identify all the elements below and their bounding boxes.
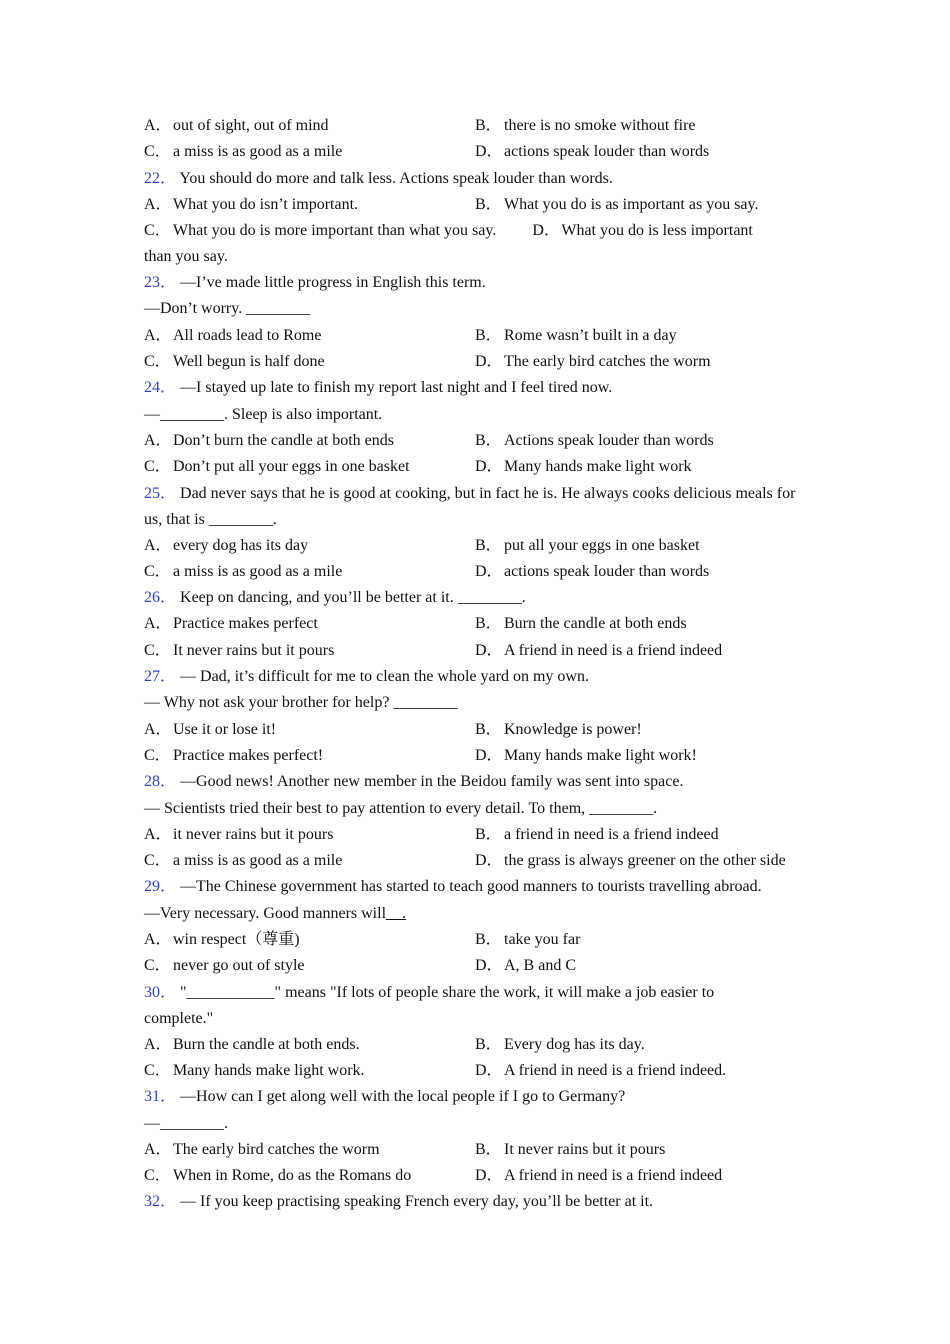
option-row: [144, 953, 804, 979]
option-c: C． a miss is as good as a mile: [144, 562, 343, 580]
option-a: A．every dog has its day: [144, 536, 309, 554]
exam-page: [144, 113, 804, 1216]
option-row: [144, 559, 804, 585]
option-row: [144, 139, 804, 165]
option-a: A．Practice makes perfect: [144, 615, 318, 633]
option-row: [144, 927, 804, 953]
question-number: 29．: [144, 878, 177, 896]
option-row: [144, 611, 804, 637]
option-d: D．A friend in need is a friend indeed.: [475, 1061, 727, 1079]
option-b: B． Rome wasn’t built in a day: [475, 326, 677, 344]
option-c: C． a miss is as good as a mile: [144, 143, 343, 161]
option-c: C． When in Rome, do as the Romans do: [144, 1167, 412, 1185]
option-row: [144, 323, 804, 349]
option-c: C． What you do is more important than what you say.: [144, 222, 497, 240]
option-d: D．actions speak louder than words: [475, 143, 710, 161]
option-b: B． Actions speak louder than words: [475, 431, 714, 449]
option-b: B． What you do is as important as you say.: [475, 195, 759, 213]
question-32-stem: 32． — If you keep practising speaking French every day, you’ll be better at it.: [144, 1193, 654, 1211]
option-d: D．The early bird catches the worm: [475, 353, 711, 371]
question-27-reply: — Why not ask your brother for help? ________: [144, 694, 458, 712]
question-number: 32．: [144, 1193, 177, 1211]
option-row: [144, 717, 804, 743]
option-d: D．Many hands make light work!: [475, 746, 697, 764]
option-a: A．win respect（尊重): [144, 931, 300, 949]
option-c: C． Well begun is half done: [144, 353, 325, 371]
option-c: C． never go out of style: [144, 957, 305, 975]
question-number: 31．: [144, 1088, 177, 1106]
option-b: B． put all your eggs in one basket: [475, 536, 700, 554]
option-row: [144, 533, 804, 559]
question-28-reply: — Scientists tried their best to pay attention to every detail. To them, ________.: [144, 799, 658, 817]
option-c: C． Practice makes perfect!: [144, 746, 324, 764]
question-29-reply: —Very necessary. Good manners will__.: [144, 904, 407, 922]
option-a: A．The early bird catches the worm: [144, 1140, 380, 1158]
option-b: B． Burn the candle at both ends: [475, 615, 687, 633]
question-27-stem: 27． — Dad, it’s difficult for me to clean the whole yard on my own.: [144, 668, 589, 686]
question-23-stem: 23． —I’ve made little progress in English this term.: [144, 274, 486, 292]
option-d: D．the grass is always greener on the other side: [475, 852, 786, 870]
question-number: 25．: [144, 484, 177, 502]
question-23-reply: —Don’t worry. ________: [144, 300, 311, 318]
question-31-reply: —________.: [144, 1114, 228, 1132]
option-row: [144, 822, 804, 848]
option-row: [144, 192, 804, 218]
option-row: [144, 1032, 804, 1058]
question-24-stem: 24． —I stayed up late to finish my report last night and I feel tired now.: [144, 379, 613, 397]
option-d: D．A friend in need is a friend indeed: [475, 1167, 723, 1185]
option-row: [144, 638, 804, 664]
option-row: [144, 1058, 804, 1084]
option-d: D．What you do is less important than you say.: [144, 222, 753, 266]
option-c: C． Don’t put all your eggs in one basket: [144, 458, 410, 476]
question-28-stem: 28． —Good news! Another new member in the Beidou family was sent into space.: [144, 773, 684, 791]
option-b: B． Knowledge is power!: [475, 720, 642, 738]
option-b: B． take you far: [475, 931, 581, 949]
question-number: 30．: [144, 983, 177, 1001]
option-a: A．Burn the candle at both ends.: [144, 1035, 360, 1053]
option-a: A．Don’t burn the candle at both ends: [144, 431, 394, 449]
option-row: [144, 113, 804, 139]
option-c: C． Many hands make light work.: [144, 1061, 365, 1079]
option-b: B． a friend in need is a friend indeed: [475, 825, 719, 843]
option-d: D．A, B and C: [475, 957, 576, 975]
question-30-stem: 30． "___________" means "If lots of people share the work, it will make a job easier to complete.": [144, 983, 715, 1027]
option-c: C． a miss is as good as a mile: [144, 852, 343, 870]
question-number: 24．: [144, 379, 177, 397]
option-a: A．What you do isn’t important.: [144, 195, 359, 213]
option-row: [144, 1163, 804, 1189]
question-number: 27．: [144, 668, 177, 686]
option-d: D．actions speak louder than words: [475, 562, 710, 580]
question-26-stem: 26． Keep on dancing, and you’ll be better at it. ________.: [144, 589, 526, 607]
question-29-stem: 29． —The Chinese government has started to teach good manners to tourists travelling abroad.: [144, 878, 762, 896]
option-b: B． Every dog has its day.: [475, 1035, 645, 1053]
option-b: B． It never rains but it pours: [475, 1140, 666, 1158]
question-24-reply: —________. Sleep is also important.: [144, 405, 383, 423]
option-row: [144, 743, 804, 769]
option-a: A．All roads lead to Rome: [144, 326, 322, 344]
option-row: [144, 1137, 804, 1163]
option-row: [144, 454, 804, 480]
question-number: 23．: [144, 274, 177, 292]
question-31-stem: 31． —How can I get along well with the local people if I go to Germany?: [144, 1088, 626, 1106]
option-row-wrapped: [144, 218, 784, 270]
option-d: D．A friend in need is a friend indeed: [475, 641, 723, 659]
option-row: [144, 848, 804, 874]
option-a: A．out of sight, out of mind: [144, 117, 329, 134]
question-22-stem: 22． You should do more and talk less. Actions speak louder than words.: [144, 169, 613, 187]
option-row: [144, 428, 804, 454]
option-a: A．Use it or lose it!: [144, 720, 277, 738]
question-number: 26．: [144, 589, 177, 607]
option-c: C． It never rains but it pours: [144, 641, 335, 659]
option-a: A．it never rains but it pours: [144, 825, 334, 843]
option-d: D．Many hands make light work: [475, 458, 692, 476]
question-number: 22．: [144, 169, 177, 187]
question-number: 28．: [144, 773, 177, 791]
option-b: B． there is no smoke without fire: [475, 117, 696, 134]
option-row: [144, 349, 804, 375]
question-25-stem: 25． Dad never says that he is good at cooking, but in fact he is. He always cooks delicious meals for us, that is ________.: [144, 484, 796, 528]
answer-blank: __.: [386, 904, 407, 922]
